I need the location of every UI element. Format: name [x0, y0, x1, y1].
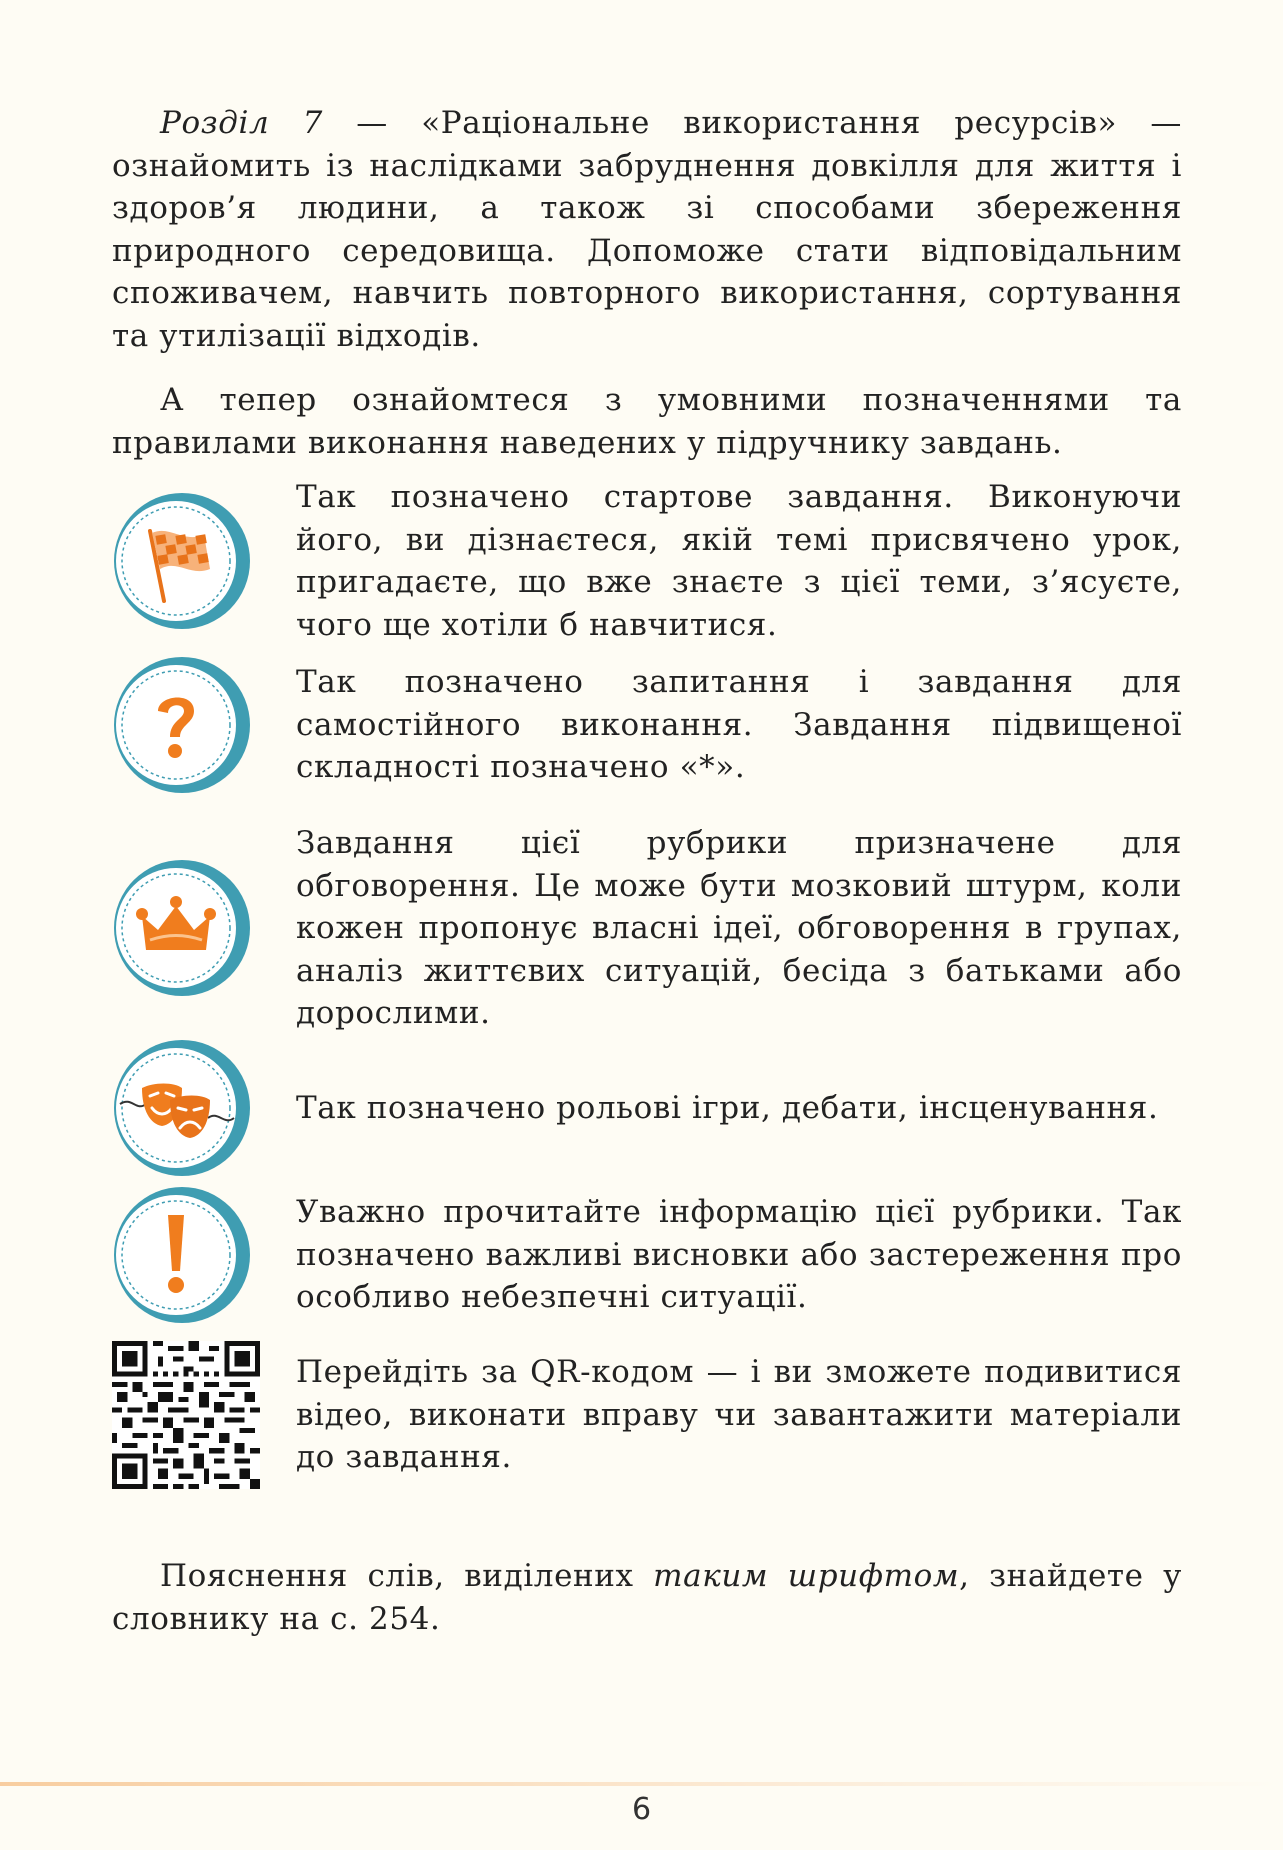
legend-role-play: [112, 1038, 1182, 1178]
legend-qr-code-text: Перейдіть за QR-кодом — і ви зможете подивитися відео, виконати вправу чи завантажити матеріали до завдання.: [296, 1354, 1182, 1476]
page-number: 6: [631, 1792, 652, 1827]
glossary-note-italic-sample: таким шрифтом: [653, 1558, 960, 1594]
legend-discussion-text: Завдання цієї рубрики призначене для обговорення. Це може бути мозковий штурм, коли кожен пропонує власні ідеї, обговорення в групах, аналіз життєвих ситуацій, бесіда з батьками або дорослими.: [296, 825, 1182, 1031]
legend-role-play-text: Так позначено рольові ігри, дебати, інсценування.: [296, 1089, 1159, 1126]
checkered-flag-icon: [112, 491, 252, 631]
question-mark-icon: [112, 655, 252, 795]
exclamation-mark-icon: [112, 1185, 252, 1325]
glossary-note-end: , знайдете у словнику на с. 254.: [112, 1558, 1182, 1637]
legend-discussion-task: [112, 822, 1182, 1035]
legend-important-text: Уважно прочитайте інформацію цієї рубрики. Так позначено важливі висновки або застереження про особливо небезпечні ситуації.: [296, 1194, 1182, 1316]
section-7-paragraph: [112, 102, 1182, 357]
legend-qr-code: [112, 1340, 1182, 1490]
legend-self-study-task: [112, 655, 1182, 795]
glossary-note-block: [112, 1555, 1182, 1662]
intro-block: [112, 102, 1182, 486]
section-label: Розділ 7: [160, 105, 323, 141]
theater-masks-icon: [112, 1038, 252, 1178]
crown-icon: [112, 858, 252, 998]
conventions-intro-paragraph: А тепер ознайомтеся з умовними позначеннями та правилами виконання наведених у підручнику завдань.: [112, 382, 1182, 461]
footer-divider: [0, 1782, 1283, 1786]
legend-important-info: [112, 1185, 1182, 1325]
legend-start-task-text: Так позначено стартове завдання. Виконуючи його, ви дізнаєтеся, якій темі присвячено урок, пригадаєте, що вже знаєте з цієї теми, з’ясуєте, чого ще хотіли б навчитися.: [296, 479, 1182, 643]
glossary-note: [112, 1555, 1182, 1640]
glossary-note-start: Пояснення слів, виділених: [160, 1558, 654, 1594]
legend-self-study-text: Так позначено запитання і завдання для самостійного виконання. Завдання підвищеної складності позначено «*».: [296, 664, 1182, 786]
section-description: — «Раціональне використання ресурсів» — ознайомить із наслідками забруднення довкілля для життя і здоров’я людини, а також зі способами збереження природного середовища. Допоможе стати відповідальним споживачем, навчить повторного використання, сортування та утилізації відходів.: [112, 105, 1182, 354]
legend-start-task: [112, 476, 1182, 646]
qr-code-icon[interactable]: [112, 1340, 260, 1490]
